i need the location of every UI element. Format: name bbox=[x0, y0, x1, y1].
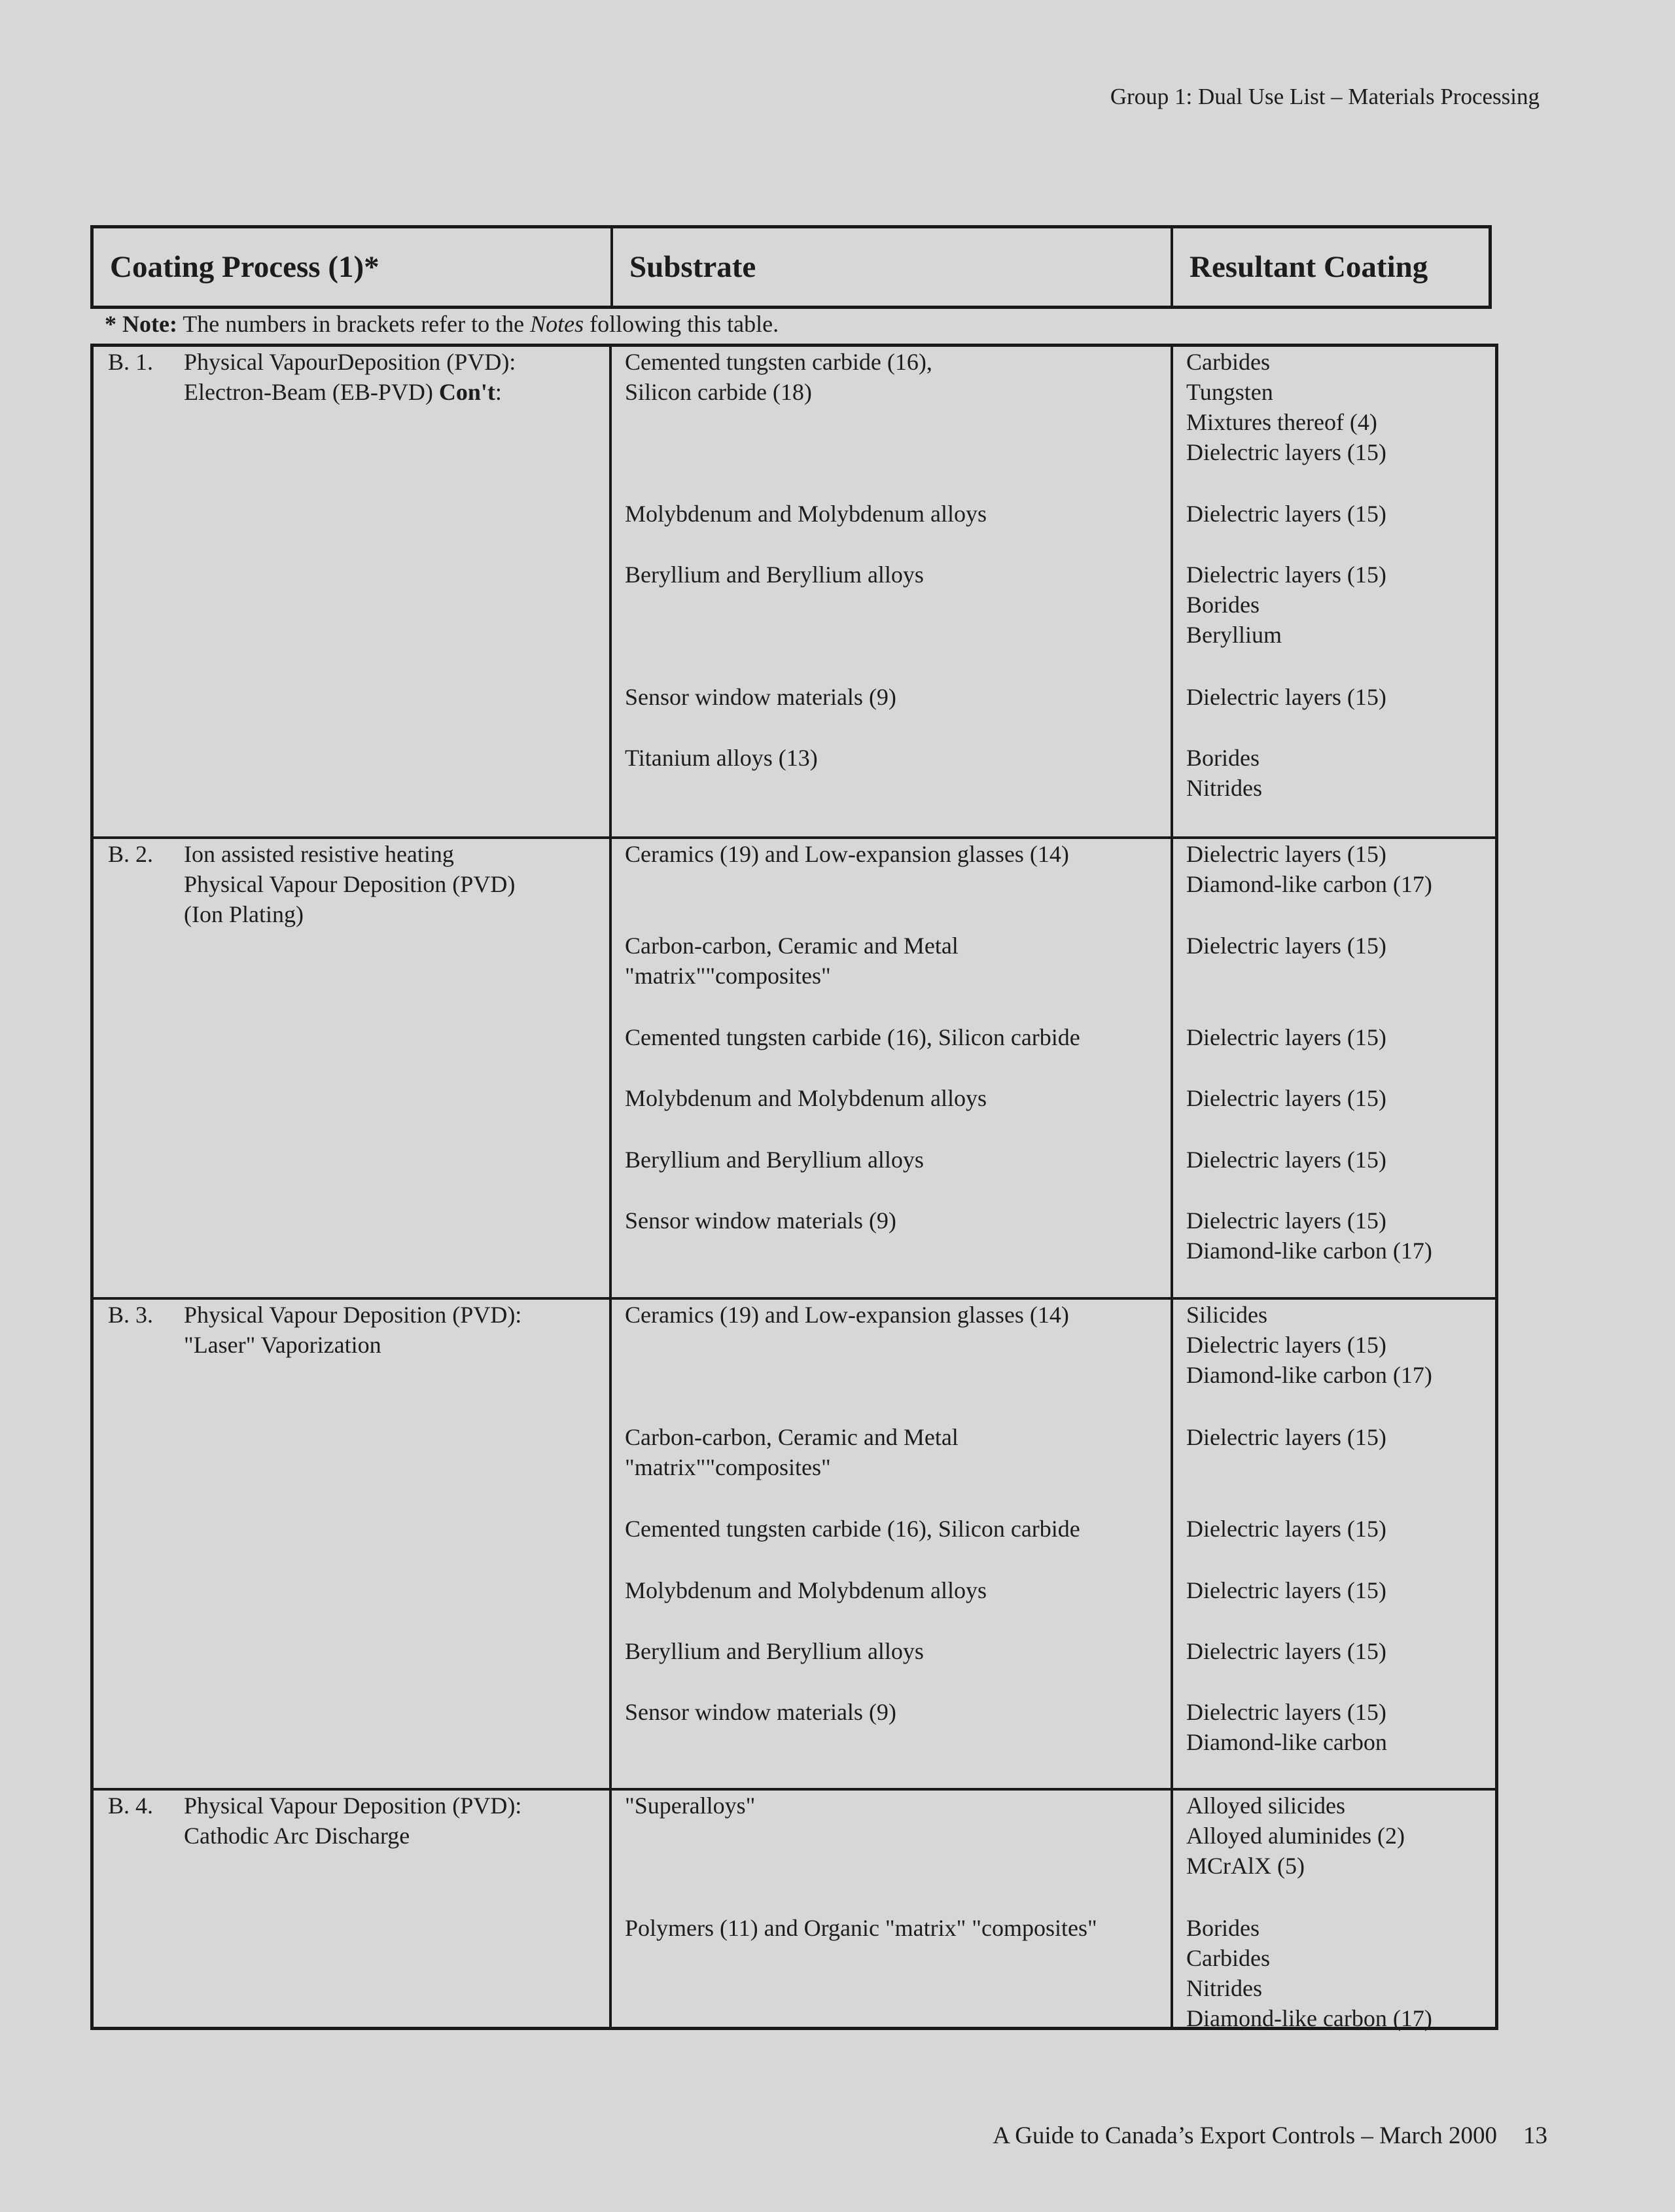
coating-line: Alloyed aluminides (2) bbox=[1186, 1823, 1405, 1849]
substrate-line: Sensor window materials (9) bbox=[625, 684, 896, 710]
coating-line: Carbides bbox=[1186, 349, 1270, 375]
process-line: (Ion Plating) bbox=[184, 901, 304, 927]
coating-line: Dielectric layers (15) bbox=[1186, 1577, 1386, 1603]
substrate-line: Sensor window materials (9) bbox=[625, 1207, 896, 1234]
coating-line: Dielectric layers (15) bbox=[1186, 1516, 1386, 1542]
substrate-line: "matrix""composites" bbox=[625, 963, 831, 989]
substrate-line: Silicon carbide (18) bbox=[625, 379, 812, 405]
coating-line: Diamond-like carbon bbox=[1186, 1729, 1387, 1755]
substrate-line: Carbon-carbon, Ceramic and Metal bbox=[625, 1424, 959, 1450]
coating-line: Borides bbox=[1186, 745, 1260, 771]
table-section-b3 bbox=[94, 1297, 1495, 1791]
coating-cell bbox=[1186, 1636, 1487, 1666]
coating-line: Dielectric layers (15) bbox=[1186, 1699, 1386, 1725]
substrate-cell bbox=[625, 1514, 1161, 1544]
coating-cell bbox=[1186, 1205, 1487, 1266]
coating-line: Dielectric layers (15) bbox=[1186, 841, 1386, 867]
coating-cell bbox=[1186, 1022, 1487, 1052]
coating-line: Alloyed silicides bbox=[1186, 1793, 1345, 1819]
note-italic: Notes bbox=[530, 311, 584, 337]
coating-line: Dielectric layers (15) bbox=[1186, 684, 1386, 710]
substrate-line: Molybdenum and Molybdenum alloys bbox=[625, 1085, 987, 1111]
substrate-line: Polymers (11) and Organic "matrix" "composites" bbox=[625, 1915, 1097, 1941]
coating-line: Nitrides bbox=[1186, 775, 1262, 801]
process-id: B. 1. bbox=[108, 349, 154, 375]
coating-line: Dielectric layers (15) bbox=[1186, 1207, 1386, 1234]
substrate-cell bbox=[625, 743, 1161, 773]
substrate-line: Titanium alloys (13) bbox=[625, 745, 818, 771]
coating-cell bbox=[1186, 1422, 1487, 1452]
substrate-cell bbox=[625, 1145, 1161, 1175]
substrate-line: Cemented tungsten carbide (16), Silicon carbide bbox=[625, 1024, 1080, 1050]
process-line bbox=[184, 377, 596, 407]
process-suffix-end: : bbox=[495, 379, 502, 405]
substrate-line: Sensor window materials (9) bbox=[625, 1699, 896, 1725]
note-text-after: following this table. bbox=[584, 311, 779, 337]
substrate-cell bbox=[625, 1791, 1161, 1821]
substrate-line: Molybdenum and Molybdenum alloys bbox=[625, 501, 987, 527]
substrate-cell bbox=[625, 1022, 1161, 1052]
process-id: B. 4. bbox=[108, 1793, 154, 1819]
process-name bbox=[184, 347, 596, 407]
table-header-row bbox=[90, 225, 1492, 309]
process-id: B. 3. bbox=[108, 1302, 154, 1328]
substrate-line: Beryllium and Beryllium alloys bbox=[625, 562, 924, 588]
process-line: Cathodic Arc Discharge bbox=[184, 1823, 410, 1849]
coating-cell bbox=[1186, 1083, 1487, 1113]
coating-line: Dielectric layers (15) bbox=[1186, 439, 1386, 465]
substrate-line: Beryllium and Beryllium alloys bbox=[625, 1147, 924, 1173]
coating-line: Beryllium bbox=[1186, 622, 1282, 648]
coating-table-body bbox=[90, 344, 1498, 2030]
substrate-cell bbox=[625, 499, 1161, 529]
table-section-b1 bbox=[94, 347, 1495, 836]
coating-line: Diamond-like carbon (17) bbox=[1186, 1238, 1432, 1264]
substrate-cell bbox=[625, 931, 1161, 991]
coating-cell bbox=[1186, 560, 1487, 650]
note-text-before: The numbers in brackets refer to the bbox=[177, 311, 531, 337]
coating-cell bbox=[1186, 1300, 1487, 1390]
coating-cell bbox=[1186, 1514, 1487, 1544]
process-name bbox=[184, 839, 596, 929]
coating-line: Diamond-like carbon (17) bbox=[1186, 871, 1432, 897]
page-number: 13 bbox=[1523, 2122, 1547, 2149]
coating-cell bbox=[1186, 1913, 1487, 2033]
process-line-text: Electron-Beam (EB-PVD) bbox=[184, 379, 439, 405]
process-line: Physical Vapour Deposition (PVD): bbox=[184, 1793, 522, 1819]
process-line: Ion assisted resistive heating bbox=[184, 841, 454, 867]
substrate-line: Beryllium and Beryllium alloys bbox=[625, 1638, 924, 1664]
process-name bbox=[184, 1791, 596, 1851]
note-label: * Note: bbox=[105, 311, 177, 337]
substrate-line: Ceramics (19) and Low-expansion glasses (14) bbox=[625, 1302, 1069, 1328]
coating-line: Dielectric layers (15) bbox=[1186, 1424, 1386, 1450]
coating-cell bbox=[1186, 1145, 1487, 1175]
substrate-line: "Superalloys" bbox=[625, 1793, 756, 1819]
substrate-line: Carbon-carbon, Ceramic and Metal bbox=[625, 933, 959, 959]
coating-line: Tungsten bbox=[1186, 379, 1273, 405]
substrate-cell bbox=[625, 347, 1161, 407]
column-header-substrate: Substrate bbox=[610, 228, 1171, 306]
substrate-cell bbox=[625, 1697, 1161, 1727]
process-suffix: Con't bbox=[438, 379, 495, 405]
substrate-cell bbox=[625, 1636, 1161, 1666]
process-line: Physical Vapour Deposition (PVD) bbox=[184, 871, 516, 897]
coating-line: Borides bbox=[1186, 1915, 1260, 1941]
coating-line: Nitrides bbox=[1186, 1975, 1262, 2001]
table-section-b2 bbox=[94, 836, 1495, 1300]
table-section-b4 bbox=[94, 1788, 1495, 2031]
substrate-line: "matrix""composites" bbox=[625, 1454, 831, 1480]
column-header-coating-process: Coating Process (1)* bbox=[110, 250, 379, 284]
process-line: Physical Vapour Deposition (PVD): bbox=[184, 1302, 522, 1328]
process-line: "Laser" Vaporization bbox=[184, 1332, 381, 1358]
page-footer bbox=[993, 2122, 1547, 2150]
footer-text: A Guide to Canada’s Export Controls – March 2000 bbox=[993, 2122, 1497, 2149]
coating-cell bbox=[1186, 347, 1487, 467]
coating-line: Dielectric layers (15) bbox=[1186, 1024, 1386, 1050]
coating-line: MCrAlX (5) bbox=[1186, 1853, 1305, 1879]
coating-line: Mixtures thereof (4) bbox=[1186, 409, 1377, 435]
table-note bbox=[105, 310, 779, 338]
coating-cell bbox=[1186, 499, 1487, 529]
substrate-cell bbox=[625, 1205, 1161, 1236]
substrate-line: Molybdenum and Molybdenum alloys bbox=[625, 1577, 987, 1603]
coating-cell bbox=[1186, 743, 1487, 803]
substrate-cell bbox=[625, 839, 1161, 869]
coating-line: Silicides bbox=[1186, 1302, 1267, 1328]
coating-line: Dielectric layers (15) bbox=[1186, 1147, 1386, 1173]
coating-cell bbox=[1186, 839, 1487, 899]
substrate-cell bbox=[625, 682, 1161, 712]
coating-line: Diamond-like carbon (17) bbox=[1186, 1362, 1432, 1388]
substrate-cell bbox=[625, 560, 1161, 590]
substrate-cell bbox=[625, 1575, 1161, 1605]
substrate-line: Ceramics (19) and Low-expansion glasses (14) bbox=[625, 841, 1069, 867]
coating-cell bbox=[1186, 1697, 1487, 1757]
running-header: Group 1: Dual Use List – Materials Processing bbox=[1110, 84, 1540, 109]
coating-cell bbox=[1186, 931, 1487, 961]
coating-line: Borides bbox=[1186, 592, 1260, 618]
column-header-resultant-coating: Resultant Coating bbox=[1171, 228, 1489, 306]
coating-line: Dielectric layers (15) bbox=[1186, 1638, 1386, 1664]
coating-line: Dielectric layers (15) bbox=[1186, 501, 1386, 527]
substrate-cell bbox=[625, 1300, 1161, 1330]
process-line: Physical VapourDeposition (PVD): bbox=[184, 349, 516, 375]
coating-line: Dielectric layers (15) bbox=[1186, 1085, 1386, 1111]
substrate-cell bbox=[625, 1422, 1161, 1482]
process-id: B. 2. bbox=[108, 841, 154, 867]
coating-line: Diamond-like carbon (17) bbox=[1186, 2005, 1432, 2031]
substrate-line: Cemented tungsten carbide (16), bbox=[625, 349, 932, 375]
coating-line: Carbides bbox=[1186, 1945, 1270, 1971]
substrate-line: Cemented tungsten carbide (16), Silicon carbide bbox=[625, 1516, 1080, 1542]
process-name bbox=[184, 1300, 596, 1360]
coating-line: Dielectric layers (15) bbox=[1186, 1332, 1386, 1358]
coating-cell bbox=[1186, 682, 1487, 712]
substrate-cell bbox=[625, 1913, 1161, 1943]
coating-cell bbox=[1186, 1575, 1487, 1605]
coating-cell bbox=[1186, 1791, 1487, 1881]
coating-line: Dielectric layers (15) bbox=[1186, 562, 1386, 588]
coating-line: Dielectric layers (15) bbox=[1186, 933, 1386, 959]
substrate-cell bbox=[625, 1083, 1161, 1113]
